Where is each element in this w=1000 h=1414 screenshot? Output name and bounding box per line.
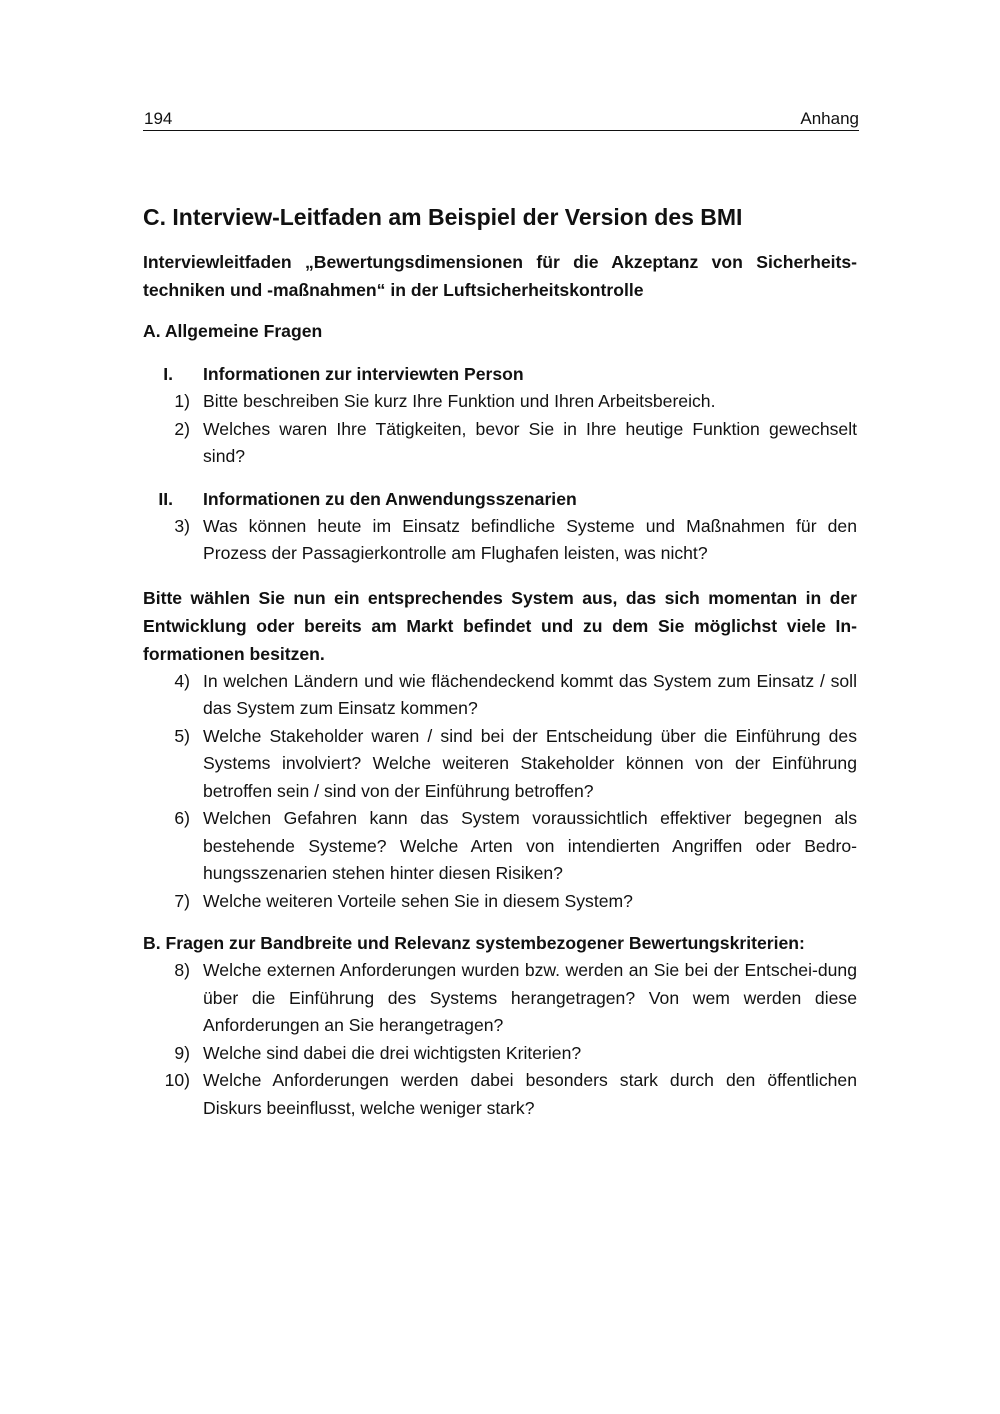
question-item <box>143 1040 857 1068</box>
question-item <box>143 957 857 1040</box>
group-2-number: II. <box>158 488 173 509</box>
group-2-heading <box>143 485 857 513</box>
question-item <box>143 888 857 916</box>
question-text: In welchen Ländern und wie flächendeckend kommt das System zum Einsatz / soll das System zum Einsatz kommen? <box>203 670 857 718</box>
group-2-title: Informationen zu den Anwendungsszenarien <box>203 488 577 509</box>
question-item <box>143 805 857 888</box>
question-number: 3) <box>174 515 190 536</box>
question-number: 10) <box>164 1070 190 1090</box>
guide-title: Interviewleitfaden „Bewertungsdimensionen für die Akzeptanz von Sicherheits-techniken und -maßnahmen“ in der Luftsicherheitskontrolle <box>143 252 857 300</box>
question-item <box>143 723 857 806</box>
question-number: 6) <box>174 808 190 828</box>
part-a-heading: A. Allgemeine Fragen <box>143 321 323 341</box>
question-item <box>143 668 857 723</box>
question-text: Welche sind dabei die drei wichtigsten Kriterien? <box>203 1042 582 1063</box>
question-number: 1) <box>174 391 190 411</box>
page-content <box>143 202 857 1122</box>
spacer <box>143 915 857 929</box>
group-1-title: Informationen zur interviewten Person <box>203 364 524 384</box>
question-number: 9) <box>174 1042 190 1063</box>
question-item <box>143 388 857 416</box>
question-number: 4) <box>174 670 190 691</box>
spacer <box>143 471 857 485</box>
question-item <box>143 416 857 471</box>
page-header <box>143 108 859 131</box>
part-b-heading: B. Fragen zur Bandbreite und Relevanz systembezogener Bewertungskriterien: <box>143 933 805 953</box>
question-item <box>143 1067 857 1122</box>
question-number: 2) <box>174 418 190 439</box>
question-text: Welche weiteren Vorteile sehen Sie in diesem System? <box>203 890 633 911</box>
question-item <box>143 513 857 568</box>
spacer <box>143 568 857 584</box>
page-number: 194 <box>144 109 173 128</box>
question-number: 8) <box>174 960 190 980</box>
group-1-number: I. <box>163 364 173 384</box>
question-text: Welche Stakeholder waren / sind bei der Entscheidung über die Einführung des Systems involviert? Welche weiteren Stakeholder können von der Einführung betroffen sein / sind von der Einführung betroffen? <box>203 725 857 801</box>
section-title: C. Interview-Leitfaden am Beispiel der Version des BMI <box>143 204 743 230</box>
question-text: Welchen Gefahren kann das System voraussichtlich effektiver begegnen als bestehende Systeme? Welche Arten von intendierten Angriffen oder Bedro-hungsszenarien stehen hinter diesen Risiken? <box>203 808 857 883</box>
question-text: Welches waren Ihre Tätigkeiten, bevor Sie in Ihre heutige Funktion gewechselt sind? <box>203 418 857 466</box>
selection-note: Bitte wählen Sie nun ein entsprechendes System aus, das sich momentan in der Entwicklung oder bereits am Markt befindet und zu dem Sie möglichst viele In-formationen besitzen. <box>143 587 857 664</box>
running-title: Anhang <box>800 109 859 128</box>
question-text: Bitte beschreiben Sie kurz Ihre Funktion und Ihren Arbeitsbereich. <box>203 391 716 411</box>
group-1-heading <box>143 360 857 388</box>
question-text: Welche externen Anforderungen wurden bzw. werden an Sie bei der Entschei-dung über die Einführung des Systems herangetragen? Von wem werden diese Anforderungen an Sie herangetragen? <box>203 960 857 1035</box>
question-text: Was können heute im Einsatz befindliche Systeme und Maßnahmen für den Prozess der Passagierkontrolle am Flughafen leisten, was nicht? <box>203 515 857 563</box>
question-text: Welche Anforderungen werden dabei besonders stark durch den öffentlichen Diskurs beeinflusst, welche weniger stark? <box>203 1070 857 1118</box>
question-number: 7) <box>174 890 190 911</box>
question-number: 5) <box>174 725 190 746</box>
